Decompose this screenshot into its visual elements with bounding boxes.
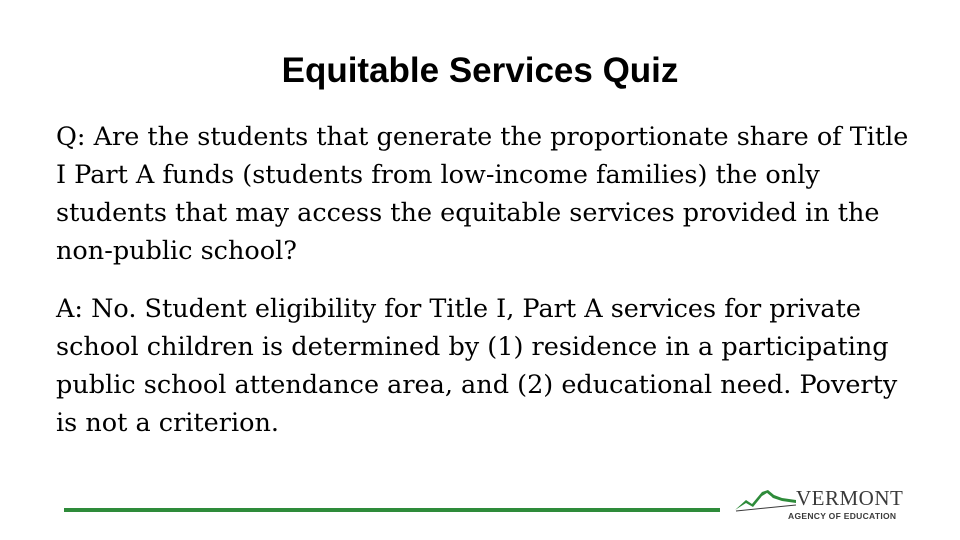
- question-text: Q: Are the students that generate the proportionate share of Title I Part A funds (students from low-income families) the only students that may access the equitable services provided in the non-public school?: [56, 122, 909, 266]
- vermont-logo: [734, 484, 906, 524]
- answer-text: A: No. Student eligibility for Title I, Part A services for private school children is determined by (1) residence in a participating public school attendance area, and (2) educational need. Poverty is not a criterion.: [56, 294, 898, 438]
- footer-rule: [64, 508, 720, 512]
- logo-subtitle: AGENCY OF EDUCATION: [788, 511, 897, 521]
- slide-body: [56, 118, 926, 442]
- mountain-logo-icon: [734, 486, 798, 512]
- slide-title: Equitable Services Quiz: [281, 51, 679, 90]
- logo-name: VERMONT: [796, 486, 904, 510]
